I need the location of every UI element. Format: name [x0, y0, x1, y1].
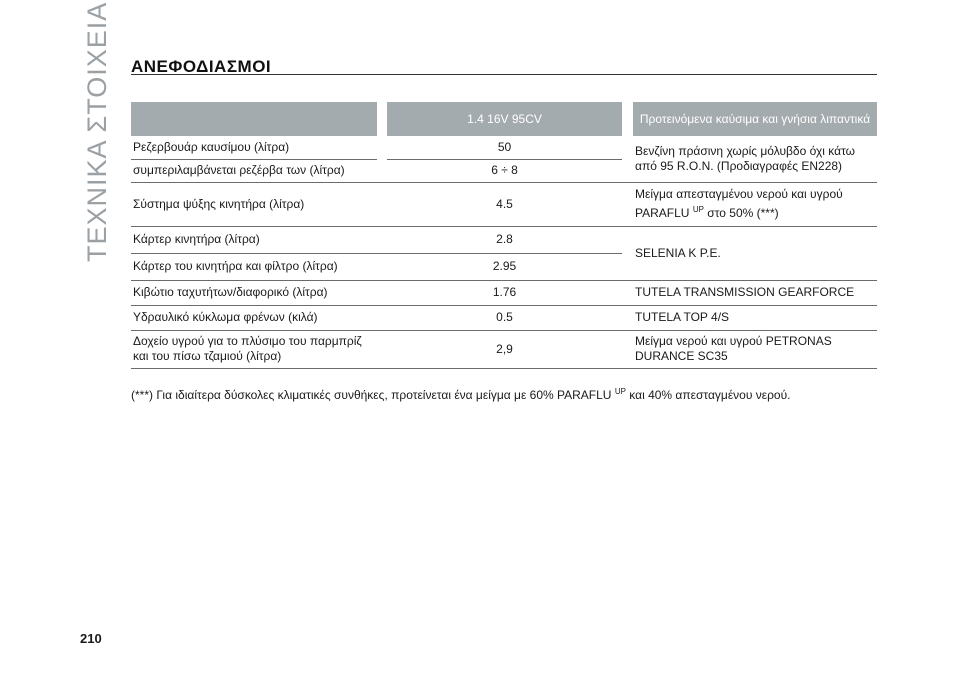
footnote-text-a: (***) Για ιδιαίτερα δύσκολες κλιματικές συνθήκες, προτείνεται ένα μείγμα με 60% PARAFLU: [131, 388, 612, 402]
row-value: 1.76: [387, 280, 622, 305]
table-row: [131, 226, 877, 253]
coolant-superscript: UP: [692, 205, 704, 214]
section-side-title: ΤΕΧΝΙΚΑ ΣΤΟΙΧΕΙΑ: [82, 1, 112, 262]
recommended-engine-oil: SELENIA K P.E.: [633, 226, 877, 280]
recommended-fuel: Βενζίνη πράσινη χωρίς μόλυβδο όχι κάτω από 95 R.O.N. (Προδιαγραφές EN228): [633, 136, 877, 182]
refuelling-table: [131, 102, 877, 369]
row-value: 6 ÷ 8: [387, 159, 622, 182]
title-divider: [131, 74, 877, 75]
row-label: Υδραυλικό κύκλωμα φρένων (κιλά): [131, 305, 377, 330]
coolant-text-a: Μείγμα απεσταγμένου νερού και υγρού PARAFLU: [635, 187, 843, 220]
row-label: Κάρτερ του κινητήρα και φίλτρο (λίτρα): [131, 253, 377, 280]
page-title: ΑΝΕΦΟΔΙΑΣΜΟΙ: [131, 57, 272, 76]
row-label: Κάρτερ κινητήρα (λίτρα): [131, 226, 377, 253]
row-label: συμπεριλαμβάνεται ρεζέρβα των (λίτρα): [131, 159, 377, 182]
row-label: Κιβώτιο ταχυτήτων/διαφορικό (λίτρα): [131, 280, 377, 305]
page-number: 210: [80, 631, 102, 646]
recommended-gearbox-oil: TUTELA TRANSMISSION GEARFORCE: [633, 280, 877, 305]
recommended-washer-fluid: Μείγμα νερού και υγρού PETRONAS DURANCE SC35: [633, 330, 877, 368]
row-label: Δοχείο υγρού για το πλύσιμο του παρμπρίζ και του πίσω τζαμιού (λίτρα): [131, 330, 377, 368]
row-label: Σύστημα ψύξης κινητήρα (λίτρα): [131, 182, 377, 226]
table-row: [131, 280, 877, 305]
row-value: 0.5: [387, 305, 622, 330]
table-header-row: [131, 102, 877, 136]
table-row: [131, 136, 877, 159]
row-value: 2.8: [387, 226, 622, 253]
table-row: [131, 305, 877, 330]
footnote-superscript: UP: [614, 387, 626, 396]
coolant-text-b: στο 50% (***): [707, 206, 779, 220]
header-empty: [131, 102, 377, 136]
footnote-text-b: και 40% απεσταγμένου νερού.: [629, 388, 791, 402]
recommended-brake-fluid: TUTELA TOP 4/S: [633, 305, 877, 330]
table-row: [131, 330, 877, 368]
row-label: Ρεζερβουάρ καυσίμου (λίτρα): [131, 136, 377, 159]
row-value: 2,9: [387, 330, 622, 368]
footnote: [131, 387, 790, 402]
header-engine-version: 1.4 16V 95CV: [387, 102, 622, 136]
table-row: [131, 182, 877, 226]
row-value: 2.95: [387, 253, 622, 280]
recommended-coolant: [633, 182, 877, 226]
row-value: 4.5: [387, 182, 622, 226]
header-recommended-products: Προτεινόμενα καύσιμα και γνήσια λιπαντικά: [633, 102, 877, 136]
row-value: 50: [387, 136, 622, 159]
